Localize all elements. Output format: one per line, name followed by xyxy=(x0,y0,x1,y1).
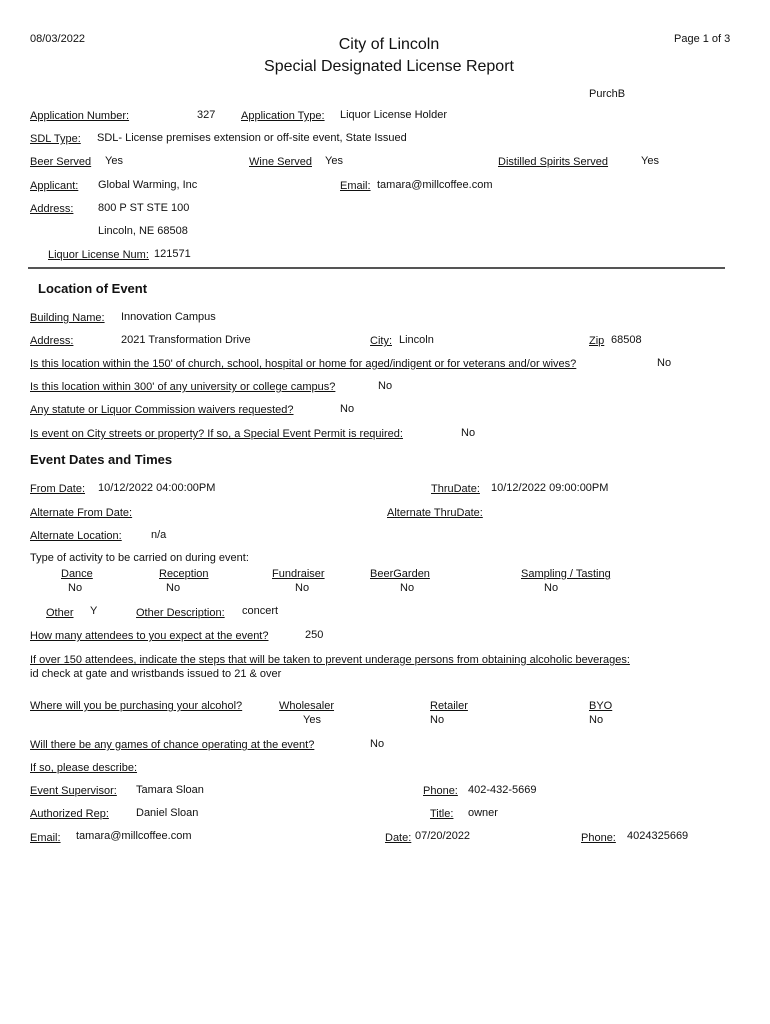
beer-served-label: Beer Served xyxy=(30,156,92,168)
page-number: Page 1 of 3 xyxy=(674,33,731,45)
purchase-option-label: BYO xyxy=(589,700,613,712)
activity-label: Reception xyxy=(159,568,209,580)
purchase-question: Where will you be purchasing your alcohol? xyxy=(30,700,243,712)
event-supervisor-value: Tamara Sloan xyxy=(136,784,204,796)
authorized-rep-label: Authorized Rep: xyxy=(30,808,109,820)
signed-date-label: Date: xyxy=(385,832,412,844)
report-title-city: City of Lincoln xyxy=(338,36,440,53)
application-type-label: Application Type: xyxy=(241,110,325,122)
event-city-value: Lincoln xyxy=(399,334,434,346)
event-city-label: City: xyxy=(370,335,392,347)
alternate-location-label: Alternate Location: xyxy=(30,530,122,542)
proximity-150-question: Is this location within the 150' of church, school, hospital or home for aged/indigent or for veterans and/or wives? xyxy=(30,358,577,370)
purchase-option-label: Wholesaler xyxy=(279,700,335,712)
event-address-value: 2021 Transformation Drive xyxy=(121,334,251,346)
purchase-option-label: Retailer xyxy=(430,700,468,712)
other-description-value: concert xyxy=(242,605,279,617)
applicant-email-label: Email: xyxy=(340,180,371,192)
contact-email-value: tamara@millcoffee.com xyxy=(76,830,192,842)
wine-served-value: Yes xyxy=(325,155,343,167)
supervisor-phone-value: 402-432-5669 xyxy=(468,784,537,796)
purchase-option-value: No xyxy=(430,714,445,726)
report-title: Special Designated License Report xyxy=(264,58,514,75)
report-code: PurchB xyxy=(589,88,626,100)
applicant-address-line2: Lincoln, NE 68508 xyxy=(98,225,188,237)
underage-answer: id check at gate and wristbands issued to 21 & over xyxy=(30,668,282,680)
applicant-address-label: Address: xyxy=(30,203,74,215)
proximity-150-answer: No xyxy=(657,357,672,369)
spirits-served-value: Yes xyxy=(641,155,659,167)
location-heading: Location of Event xyxy=(38,281,148,296)
activity-value: No xyxy=(400,582,415,594)
activity-label: Sampling / Tasting xyxy=(521,568,611,580)
activity-label: Fundraiser xyxy=(272,568,325,580)
purchase-option-value: No xyxy=(589,714,604,726)
waivers-question: Any statute or Liquor Commission waivers requested? xyxy=(30,404,294,416)
activity-value: No xyxy=(68,582,83,594)
building-name-value: Innovation Campus xyxy=(121,311,216,323)
applicant-address-line1: 800 P ST STE 100 xyxy=(98,202,190,214)
activity-value: No xyxy=(166,582,181,594)
rep-title-label: Title: xyxy=(430,808,454,820)
purchase-option-value: Yes xyxy=(303,714,321,726)
event-zip-label: Zip xyxy=(589,335,605,347)
proximity-300-question: Is this location within 300' of any university or college campus? xyxy=(30,381,336,393)
spirits-served-label: Distilled Spirits Served xyxy=(498,156,609,168)
rep-phone-value: 4024325669 xyxy=(627,830,689,842)
other-activity-value: Y xyxy=(90,605,98,617)
event-supervisor-label: Event Supervisor: xyxy=(30,785,117,797)
application-number-value: 327 xyxy=(197,109,216,121)
alternate-thru-date-label: Alternate ThruDate: xyxy=(387,507,483,519)
wine-served-label: Wine Served xyxy=(249,156,312,168)
liquor-license-label: Liquor License Num: xyxy=(48,249,149,261)
city-property-answer: No xyxy=(461,427,476,439)
waivers-answer: No xyxy=(340,403,355,415)
rep-title-value: owner xyxy=(468,807,498,819)
thru-date-label: ThruDate: xyxy=(431,483,480,495)
activity-label: Dance xyxy=(61,568,93,580)
activity-value: No xyxy=(295,582,310,594)
liquor-license-value: 121571 xyxy=(154,248,191,260)
attendees-question: How many attendees to you expect at the event? xyxy=(30,630,269,642)
applicant-email-value: tamara@millcoffee.com xyxy=(377,179,493,191)
alternate-from-date-label: Alternate From Date: xyxy=(30,507,133,519)
alternate-location-value: n/a xyxy=(151,529,167,541)
sdl-type-label: SDL Type: xyxy=(30,133,81,145)
signed-date-value: 07/20/2022 xyxy=(415,830,471,842)
dates-heading: Event Dates and Times xyxy=(30,452,173,467)
authorized-rep-value: Daniel Sloan xyxy=(136,807,199,819)
beer-served-value: Yes xyxy=(105,155,123,167)
games-answer: No xyxy=(370,738,385,750)
from-date-value: 10/12/2022 04:00:00PM xyxy=(98,482,216,494)
event-address-label: Address: xyxy=(30,335,74,347)
section-divider xyxy=(28,267,725,269)
activity-value: No xyxy=(544,582,559,594)
applicant-value: Global Warming, Inc xyxy=(98,179,198,191)
building-name-label: Building Name: xyxy=(30,312,105,324)
rep-phone-label: Phone: xyxy=(581,832,616,844)
event-zip-value: 68508 xyxy=(611,334,642,346)
activity-type-label: Type of activity to be carried on during event: xyxy=(30,552,249,564)
contact-email-label: Email: xyxy=(30,832,61,844)
application-type-value: Liquor License Holder xyxy=(340,109,448,121)
applicant-label: Applicant: xyxy=(30,180,79,192)
games-question: Will there be any games of chance operating at the event? xyxy=(30,739,315,751)
attendees-answer: 250 xyxy=(305,629,324,641)
sdl-type-value: SDL- License premises extension or off-site event, State Issued xyxy=(97,132,407,144)
city-property-question: Is event on City streets or property? If so, a Special Event Permit is required: xyxy=(30,428,403,440)
proximity-300-answer: No xyxy=(378,380,393,392)
other-description-label: Other Description: xyxy=(136,607,225,619)
print-date: 08/03/2022 xyxy=(30,33,86,45)
other-activity-label: Other xyxy=(46,607,74,619)
application-number-label: Application Number: xyxy=(30,110,130,122)
activity-label: BeerGarden xyxy=(370,568,430,580)
from-date-label: From Date: xyxy=(30,483,86,495)
thru-date-value: 10/12/2022 09:00:00PM xyxy=(491,482,609,494)
supervisor-phone-label: Phone: xyxy=(423,785,458,797)
underage-question: If over 150 attendees, indicate the steps that will be taken to prevent underage persons from obtaining alcoholic beverages: xyxy=(30,654,630,666)
games-describe-label: If so, please describe: xyxy=(30,762,138,774)
